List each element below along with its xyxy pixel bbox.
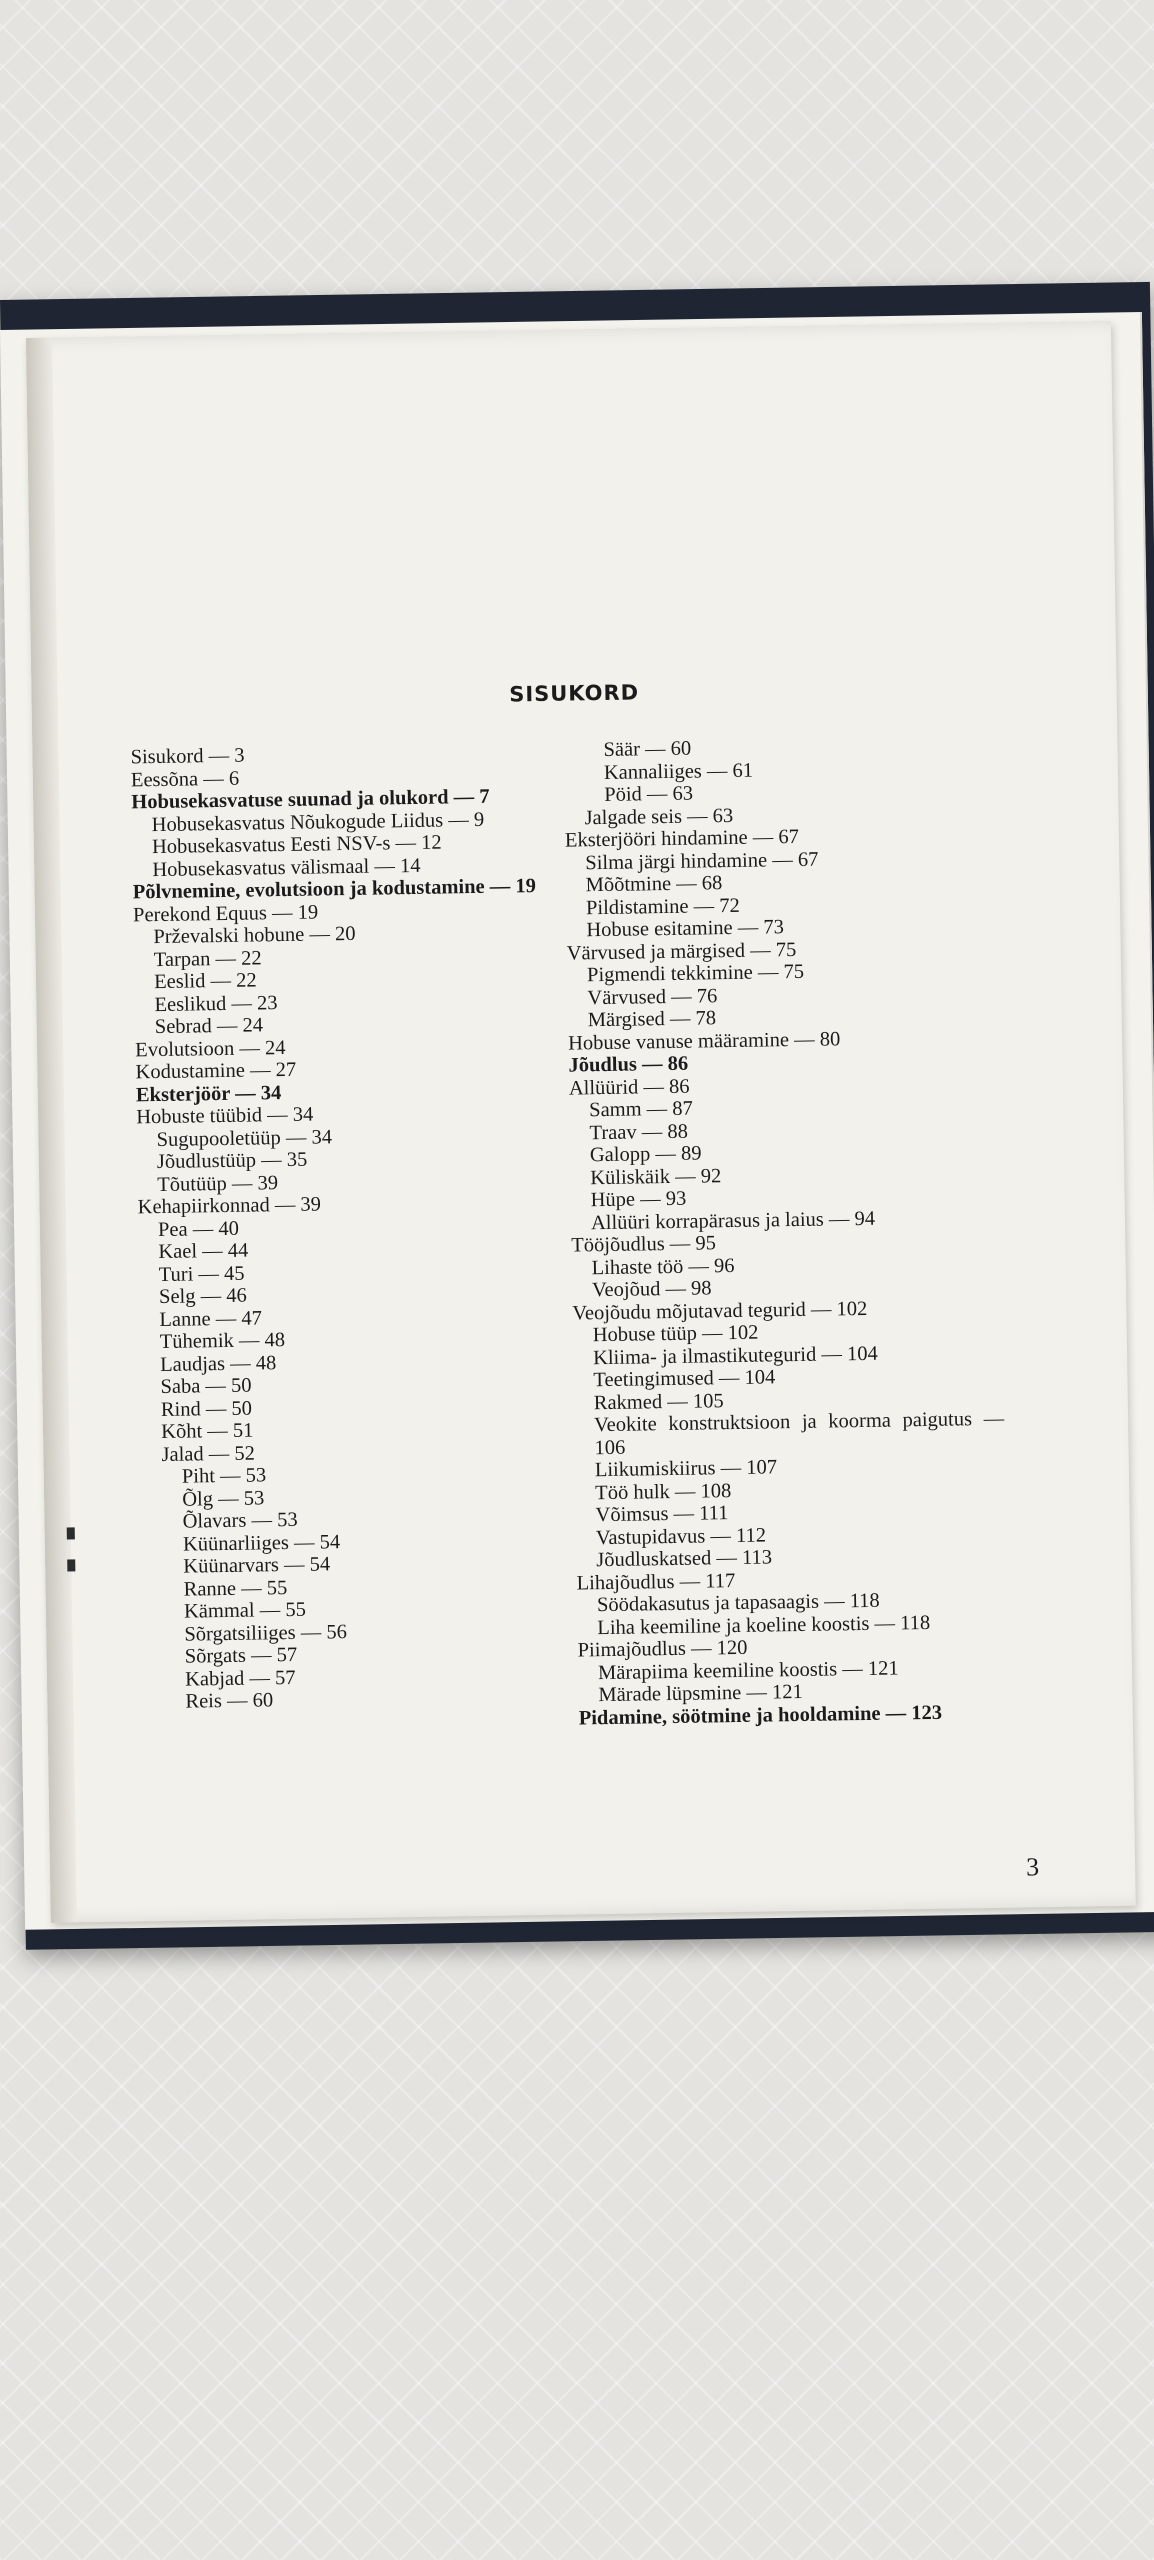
toc-entry: Prževalski hobune — 20	[153, 922, 356, 949]
toc-entry: Pigmendi tekkimine — 75	[586, 960, 805, 987]
toc-entry: Küünarliiges — 54	[182, 1530, 341, 1556]
toc-entry: Kael — 44	[158, 1239, 249, 1264]
toc-entry: Sõrgatsiliiges — 56	[184, 1620, 348, 1646]
toc-entry: Mõõtmine — 68	[585, 872, 723, 897]
page-title: SISUKORD	[509, 680, 640, 707]
toc-entry: Sugupooletüüp — 34	[156, 1125, 333, 1151]
toc-entry: Hobusekasvatus Eesti NSV-s — 12	[151, 831, 442, 859]
toc-entry: Eeslikud — 23	[154, 991, 278, 1016]
toc-entry: Eksterjöör — 34	[135, 1081, 282, 1106]
toc-entry: Jõudluskatsed — 113	[596, 1546, 773, 1572]
toc-entry: Jalad — 52	[161, 1442, 256, 1466]
toc-entry: Jõudlustüüp — 35	[156, 1148, 308, 1174]
toc-entry: Kehapiirkonnad — 39	[137, 1193, 322, 1219]
toc-entry: Piimajõudlus — 120	[577, 1636, 748, 1662]
toc-entry: Võimsus — 111	[595, 1502, 729, 1527]
toc-entry: Tööjõudlus — 95	[571, 1232, 717, 1257]
toc-entry: Hobusekasvatus Nõukogude Liidus — 9	[151, 808, 485, 836]
toc-entry: Reis — 60	[185, 1689, 274, 1713]
toc-entry: Teetingimused — 104	[593, 1366, 776, 1392]
toc-entry: Kabjad — 57	[184, 1666, 296, 1691]
toc-entry: Galopp — 89	[589, 1142, 702, 1167]
book-page	[26, 321, 1136, 1923]
toc-entry: Eksterjööri hindamine — 67	[564, 825, 800, 852]
toc-entry: Samm — 87	[589, 1097, 694, 1122]
toc-entry: Ranne — 55	[183, 1576, 288, 1601]
toc-entry: Rind — 50	[160, 1397, 253, 1421]
spine-mark	[67, 1527, 75, 1539]
toc-entry: Hobuste tüübid — 34	[136, 1103, 314, 1129]
toc-entry: Hobuse vanuse määramine — 80	[567, 1027, 841, 1055]
toc-entry: Pildistamine — 72	[585, 894, 740, 919]
toc-right-column	[563, 733, 1008, 1730]
toc-entry: Allüüri korrapärasus ja laius — 94	[590, 1207, 876, 1234]
toc-entry: Turi — 45	[158, 1262, 245, 1286]
toc-entry: Kõht — 51	[161, 1419, 254, 1444]
toc-entry: Tarpan — 22	[153, 946, 262, 971]
toc-entry: Lihaste töö — 96	[591, 1254, 735, 1279]
toc-entry: Selg — 46	[158, 1284, 247, 1309]
toc-entry: Õlavars — 53	[182, 1508, 298, 1533]
toc-entry: Lihajõudlus — 117	[576, 1569, 736, 1595]
toc-entry: Värvused ja märgised — 75	[566, 938, 797, 965]
toc-entry: Pea — 40	[157, 1217, 240, 1241]
toc-entry: Veojõudu mõjutavad tegurid — 102	[572, 1297, 868, 1325]
toc-entry: Pöid — 63	[604, 782, 694, 806]
toc-entry: Rakmed — 105	[593, 1389, 724, 1414]
toc-entry: Värvused — 76	[587, 984, 718, 1009]
toc-entry: Lanne — 47	[159, 1306, 263, 1331]
toc-entry: Märapiima keemiline koostis — 121	[597, 1656, 899, 1684]
toc-entry: Veokite konstruktsioon ja koorma paigutus — 106	[593, 1407, 1005, 1459]
toc-entry: Vastupidavus — 112	[595, 1524, 767, 1549]
toc-entry: Kämmal — 55	[183, 1598, 307, 1623]
toc-entry: Eessõna — 6	[130, 767, 240, 791]
toc-entry: Sõrgats — 57	[184, 1643, 298, 1668]
toc-entry: Küliskäik — 92	[590, 1164, 722, 1189]
toc-entry: Jõudlus — 86	[568, 1052, 689, 1077]
toc-entry: Perekond Equus — 19	[132, 900, 319, 926]
toc-entry: Liha keemiline ja koeline koostis — 118	[597, 1611, 931, 1639]
spine-mark	[67, 1559, 75, 1571]
toc-entry: Saba — 50	[160, 1374, 252, 1399]
toc-entry: Allüürid — 86	[568, 1075, 690, 1100]
toc-entry: Kannaliiges — 61	[603, 759, 754, 784]
toc-left-column	[130, 740, 575, 1714]
toc-entry: Jalgade seis — 63	[584, 804, 734, 829]
toc-entry: Sisukord — 3	[130, 744, 245, 769]
toc-entry: Kodustamine — 27	[135, 1058, 297, 1084]
toc-entry: Küünarvars — 54	[183, 1553, 331, 1578]
toc-entry: Silma järgi hindamine — 67	[585, 848, 819, 874]
toc-entry: Õlg — 53	[182, 1486, 265, 1511]
toc-entry: Söödakasutus ja tapasaagis — 118	[596, 1589, 880, 1617]
toc-entry: Tühemik — 48	[159, 1329, 286, 1354]
toc-entry: Eeslid — 22	[153, 969, 257, 994]
toc-entry: Hüpe — 93	[590, 1187, 687, 1212]
toc-entry: Hobuse esitamine — 73	[586, 916, 785, 942]
toc-entry: Pidamine, söötmine ja hooldamine — 123	[578, 1701, 943, 1729]
toc-entry: Märade lüpsmine — 121	[598, 1680, 803, 1707]
toc-entry: Säär — 60	[603, 737, 692, 761]
toc-entry: Märgised — 78	[587, 1007, 717, 1032]
toc-entry: Töö hulk — 108	[595, 1479, 732, 1504]
toc-entry: Evolutsioon — 24	[135, 1036, 286, 1061]
toc-entry: Põlvnemine, evolutsioon ja kodustamine — 19	[132, 875, 537, 904]
toc-entry: Laudjas — 48	[159, 1351, 277, 1376]
toc-entry: Hobuse tüüp — 102	[592, 1321, 759, 1347]
toc-entry: Liikumiskiirus — 107	[594, 1456, 778, 1482]
toc-entry: Sebrad — 24	[154, 1014, 264, 1039]
toc-entry: Traav — 88	[589, 1120, 689, 1144]
toc-entry: Hobusekasvatuse suunad ja olukord — 7	[131, 785, 490, 814]
toc-entry: Hobusekasvatus välismaal — 14	[152, 854, 421, 881]
page-number: 3	[1025, 1852, 1040, 1882]
toc-entry: Veojõud — 98	[591, 1277, 712, 1302]
toc-entry: Tõutüüp — 39	[157, 1171, 279, 1196]
toc-entry: Piht — 53	[181, 1464, 267, 1488]
toc-entry: Kliima- ja ilmastikutegurid — 104	[592, 1342, 878, 1369]
